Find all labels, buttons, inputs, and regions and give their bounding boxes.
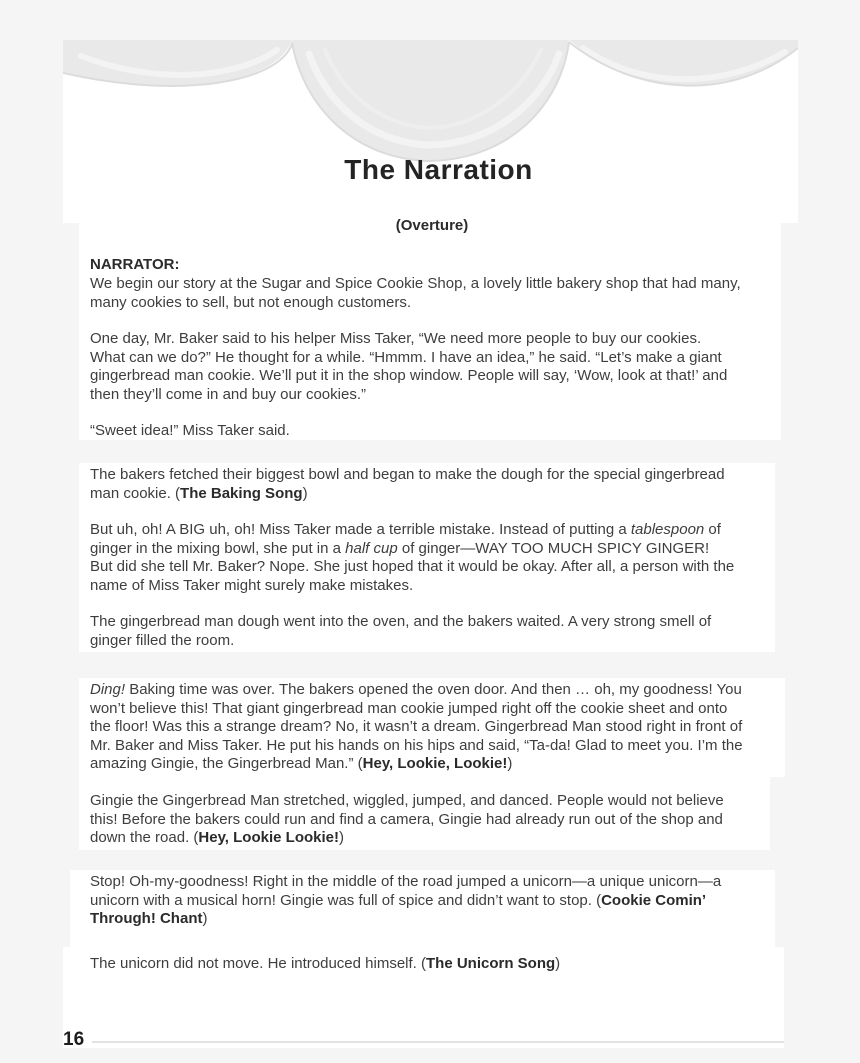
narration-line [90,681,785,700]
narration-line [90,386,781,405]
narration-line [90,718,785,737]
narration-paragraph [90,275,781,312]
text-segment: Stop! Oh-my-goodness! Right in the middle of the road jumped a unicorn—a unique unicorn—a [90,873,722,890]
narration-line [90,294,781,313]
text-segment: ) [339,829,344,846]
footer-rule [92,1041,784,1043]
narration-paragraph [90,955,784,974]
narration-paragraph [90,466,775,503]
narration-band-1 [79,217,781,440]
narration-band-4 [79,777,770,850]
text-segment: amazing Gingie, the Gingerbread Man.” ( [90,755,363,772]
text-segment: We begin our story at the Sugar and Spice Cookie Shop, a lovely little bakery shop that had many, [90,275,741,292]
narration-line [90,755,785,774]
text-segment: ginger in the mixing bowl, she put in a [90,539,346,557]
narration-line [90,613,775,632]
narration-line [90,521,775,540]
text-segment: name of Miss Taker might surely make mistakes. [90,576,414,594]
text-segment: But did she tell Mr. Baker? Nope. She just hoped that it would be okay. After all, a person with the [90,558,735,575]
page-number: 16 [63,1029,85,1050]
text-segment: ) [507,755,513,772]
narration-band-3 [79,678,785,777]
narration-line [90,892,775,911]
text-segment: ) [555,955,561,972]
text-segment: tablespoon [630,521,705,538]
narration-line [90,466,775,485]
text-segment: Baking time was over. The bakers opened the oven door. And then … oh, my goodness! You [125,681,742,698]
text-segment: won’t believe this! That giant gingerbread man cookie jumped right off the cookie sheet and onto [90,699,728,717]
narration-line [90,558,775,577]
paragraph-group [90,466,775,650]
narration-line [90,792,770,811]
narration-line [90,349,781,368]
text-segment: ) [302,484,308,502]
narration-line [90,540,775,559]
text-segment: ginger filled the room. [90,631,235,649]
text-segment: The Unicorn Song [426,955,556,972]
paragraph-group [90,275,781,441]
text-segment: down the road. ( [90,829,199,846]
narration-line [90,485,775,504]
text-segment: gingerbread man cookie. We’ll put it in the shop window. People will say, ‘Wow, look at that!’ and [90,367,728,384]
narration-paragraph [90,873,775,929]
page-title: The Narration [344,154,533,185]
narration-band-5 [70,870,775,947]
text-segment: of ginger—WAY TOO MUCH SPICY GINGER! [397,539,710,557]
text-segment: What can we do?” He thought for a while. “Hmmm. I have an idea,” he said. “Let’s make a giant [90,348,722,366]
text-segment: Cookie Comin’ [601,891,707,909]
narration-line [90,577,775,596]
text-segment: Hey, Lookie Lookie! [198,829,339,846]
speaker-label: NARRATOR: [90,256,180,273]
text-segment: But uh, oh! A BIG uh, oh! Miss Taker made a terrible mistake. Instead of putting a [90,521,631,538]
text-segment: the floor! Was this a strange dream? No, it wasn’t a dream. Gingerbread Man stood right in front of [90,718,743,735]
page-header [63,40,798,223]
narration-paragraph [90,792,770,848]
text-segment: Ding! [90,681,126,698]
narration-line [90,422,781,441]
text-segment: The unicorn did not move. He introduced himself. ( [90,955,426,972]
text-segment: of [704,521,721,538]
text-segment: One day, Mr. Baker said to his helper Miss Taker, “We need more people to buy our cookies. [90,330,702,347]
overture-subtitle: (Overture) [395,217,469,234]
paragraph-group [90,955,784,974]
narration-line [90,955,784,974]
paragraph-group [90,681,785,774]
narration-paragraph [90,422,781,441]
text-segment: The Baking Song [180,484,303,502]
narration-band-6 [63,947,784,1048]
narration-line [90,873,775,892]
text-segment: “Sweet idea!” Miss Taker said. [90,422,290,439]
narration-line [90,700,785,719]
text-segment: Hey, Lookie, Lookie! [362,755,508,772]
paragraph-group [90,873,775,929]
text-segment: this! Before the bakers could run and find a camera, Gingie had already run out of the shop and [90,810,723,828]
narration-paragraph [90,613,775,650]
text-segment: The gingerbread man dough went into the oven, and the bakers waited. A very strong smell of [90,613,712,630]
paragraph-group [90,792,770,848]
text-segment: The bakers fetched their biggest bowl and began to make the dough for the special gingerbread [90,466,725,483]
text-segment: Through! Chant [90,910,203,927]
text-segment: Gingie the Gingerbread Man stretched, wiggled, jumped, and danced. People would not believe [90,792,724,809]
narration-line [90,367,781,386]
text-segment: half cup [345,539,398,557]
narration-line [90,910,775,929]
narration-line [90,275,781,294]
narration-band-2 [79,463,775,652]
text-segment: many cookies to sell, but not enough customers. [90,293,412,311]
narration-line [90,829,770,848]
narration-line [90,632,775,651]
text-segment: ) [202,910,208,927]
text-segment: Mr. Baker and Miss Taker. He put his hands on his hips and said, “Ta-da! Glad to meet you. I’m the [90,736,743,754]
narration-paragraph [90,521,775,595]
narration-line [90,811,770,830]
text-segment: man cookie. ( [90,484,181,502]
text-segment: then they’ll come in and buy our cookies.” [90,385,366,403]
narration-paragraph [90,330,781,404]
narration-line [90,737,785,756]
text-segment: unicorn with a musical horn! Gingie was full of spice and didn’t want to stop. ( [90,891,602,909]
narration-line [90,330,781,349]
narration-paragraph [90,681,785,774]
